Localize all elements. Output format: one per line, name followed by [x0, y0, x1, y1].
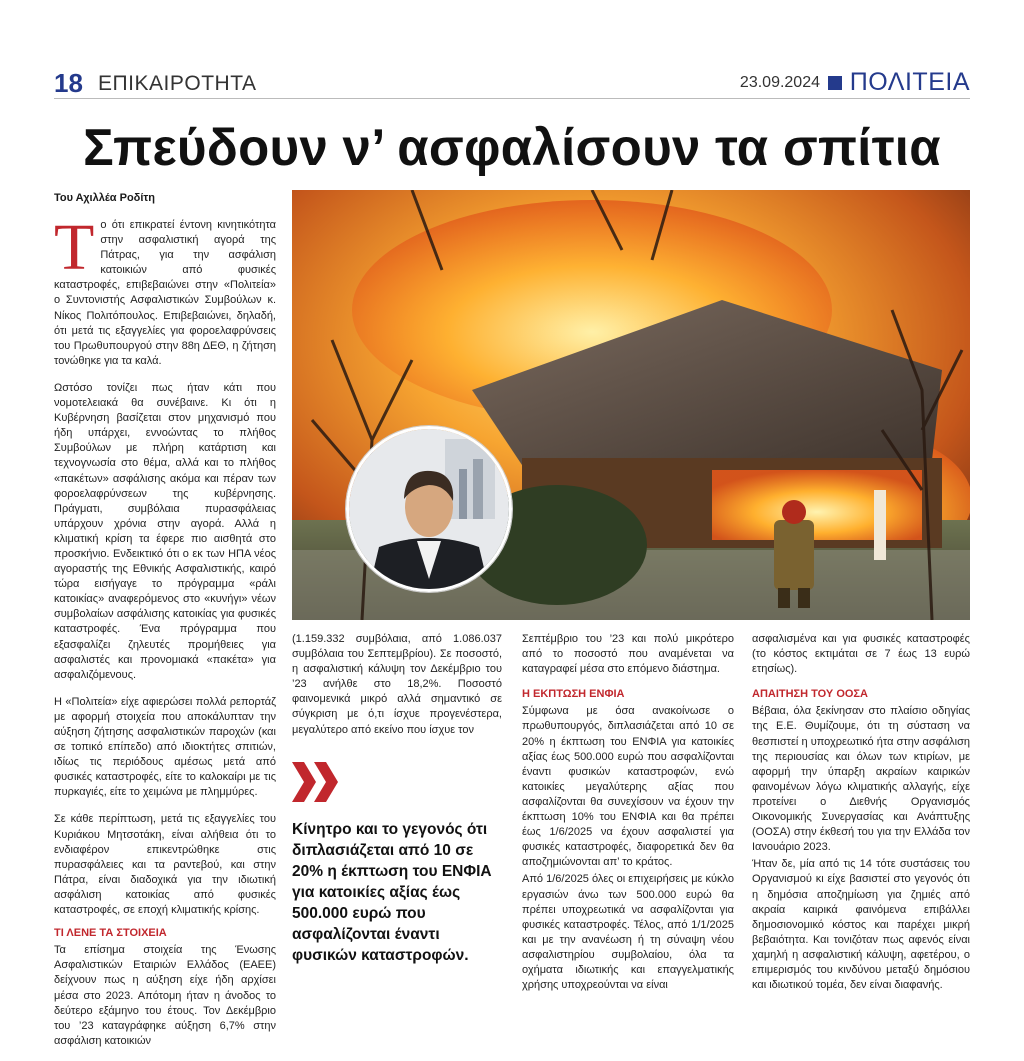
paragraph: (1.159.332 συμβόλαια, από 1.086.037 συμβόλαια του Σεπτεμβρίου). Σε ποσοστό, η ασφαλιστική κάλυψη τον Δεκέμβριο του ’23 ανήλθε στο 18,2%. Ποσοστό φαινομενικά μικρό αλλά σημαντικό σε σύγκριση με ό,τι ίσχυε προγενέστερα, μεγαλύτερο από εκείνο που ίσχυε τον [292, 633, 502, 736]
paragraph [54, 211, 276, 369]
subheading: Η ΕΚΠΤΩΣΗ ΕΝΦΙΑ [522, 688, 625, 701]
pull-quote-text: Κίνητρο και το γεγονός ότι διπλασιάζεται από 10 σε 20% η έκπτωση του ΕΝΦΙΑ για κατοικίες αξίας έως 500.000 ευρώ που ασφαλίζονται έναντι φυσικών καταστροφών. [292, 821, 492, 964]
page-header [54, 66, 970, 98]
double-chevron-icon [292, 762, 342, 802]
paragraph-text: ο ότι επικρατεί έντονη κινητικότητα στην ασφαλιστική αγορά της Πάτρας, για την ασφάλιση κατοικιών από φυσικές καταστροφές, επιβεβαιώνει στην «Πολιτεία» ο Συντονιστής Ασφαλιστικών Συμβούλων κ. Νίκος Πολιτόπουλος. Επιβεβαιώνει, δηλαδή, ότι μετά τις εξαγγελίες για φοροελαφρύνσεις του Πρωθυπουργού στην 88η ΔΕΘ, η ζήτηση τονώθηκε για τα καλά. [54, 219, 276, 367]
pull-quote [292, 762, 502, 966]
paragraph: ασφαλισμένα και για φυσικές καταστροφές (το κόστος εκτιμάται σε 7 έως 13 ευρώ ετησίως). [752, 633, 970, 676]
paragraph: Από 1/6/2025 όλες οι επιχειρήσεις με κύκλο εργασιών άνω των 500.000 ευρώ θα πρέπει υποχρεωτικά να ασφαλίζονται για φυσικές καταστροφές. Τέλος, από 1/1/2025 και με την ανανέωση ή τη σύναψη νέου ασφαλιστηρίου συμβολαίου, όλα τα οχήματα ιδιωτικής και επαγγελματικής χρήσης υποχρεούνται να είναι [522, 873, 734, 992]
column-1 [54, 211, 276, 1061]
column-3 [522, 632, 734, 1005]
brand-logo [828, 68, 970, 97]
byline: Του Αχιλλέα Ροδίτη [54, 192, 156, 204]
portrait-image [349, 429, 509, 589]
portrait-photo [346, 426, 512, 592]
paragraph: Βέβαια, όλα ξεκίνησαν στο πλαίσιο οδηγίας της Ε.Ε. Θυμίζουμε, ότι τη σύσταση να θεσπιστεί η υποχρεωτικό ήτα στην ασφάλιση της περιουσίας και όλων των κτιρίων, με αφορμή την ύπαρξη ακραίων καιρικών φαινομένων λόγω κλιματικής αλλαγής, είχε προτείνει ο Διεθνής Οργανισμός Οικονομικής Συνεργασίας και Ανάπτυξης (ΟΟΣΑ) στην έκθεσή του για την Ελλάδα τον Ιανουάριο 2023. [752, 705, 970, 854]
section-title: ΕΠΙΚΑΙΡΟΤΗΤΑ [98, 72, 257, 95]
paragraph: Σύμφωνα με όσα ανακοίνωσε ο πρωθυπουργός, διπλασιάζεται από 10 σε 20% η έκπτωση του ΕΝΦΙΑ για κατοικίες αξίας έως 500.000 ευρώ που ασφαλίζονται έναντι φυσικών καταστροφών, ενώ κατοικίες μεγαλύτερης αξίας που ασφαλίζονται θα συνεχίσουν να έχουν την έκπτωση 10% του ΕΝΦΙΑ και θα πρέπει έως 1/6/2025 να έχουν ασφαλιστεί για φυσικές καταστροφές, διαφορετικά δεν θα αποζημιώνονται απ’ το κράτος. [522, 705, 734, 869]
column-4 [752, 632, 970, 1005]
brand-square-icon [828, 76, 842, 90]
paragraph: Σε κάθε περίπτωση, μετά τις εξαγγελίες του Κυριάκου Μητσοτάκη, είναι αλήθεια ότι το ενδιαφέρον επικεντρώθηκε στις πυρασφάλειες και τα ραντεβού, και στην Πάτρα, είναι διαδοχικά για την ιδιωτική ασφάλιση κατοικίας από φυσικές καταστροφές, σε εποχή κλιματικής κρίσης. [54, 813, 276, 917]
issue-date: 23.09.2024 [739, 74, 820, 91]
page-number: 18 [54, 68, 83, 98]
brand-name: ΠΟΛΙΤΕΙΑ [849, 68, 970, 96]
subheading: ΑΠΑΙΤΗΣΗ ΤΟΥ ΟΟΣΑ [752, 688, 868, 701]
paragraph: Σεπτέμβριο του ’23 και πολύ μικρότερο από το ποσοστό που αναμένεται να καταγραφεί μέσα στο επόμενο διάστημα. [522, 633, 734, 676]
paragraph: Ήταν δε, μία από τις 14 τότε συστάσεις του Οργανισμού κι είχε βασιστεί στο γεγονός ότι η δημόσια αποζημίωση για ζημιές από ακραία καιρικά φαινόμενα επιβάλλει δημοσιονομικό κόστος και παρέχει μικρή βεβαιότητα. Και τονιζόταν πως αφενός είναι χαμηλή η ασφαλιστική κάλυψη, αφετέρου, ο επιμερισμός του κινδύνου μεταξύ δημόσιου και ιδιωτικού τομέα, δεν είναι διαφανής. [752, 858, 970, 992]
subheading: ΤΙ ΛΕΝΕ ΤΑ ΣΤΟΙΧΕΙΑ [54, 927, 167, 940]
paragraph: Τα επίσημα στοιχεία της Ένωσης Ασφαλιστικών Εταιριών Ελλάδος (ΕΑΕΕ) δείχνουν πως η αύξηση είχε ήδη αρχίσει μέσα στο 2023. Απότομη ήταν η άνοδος το δεύτερο εξάμηνο του έτους. Τον Δεκέμβριο του ’23 καταγράφηκε αύξηση 6,7% στην ασφάλιση κατοικιών [54, 944, 276, 1047]
paragraph: Ωστόσο τονίζει πως ήταν κάτι που νομοτελειακά θα συνέβαινε. Κι ότι η Κυβέρνηση βασίζεται στον μηχανισμό που ήδη υπάρχει, εννοώντας το πλήθος Συμβούλων με πλήρη κατάρτιση και τεχνογνωσία στο θέμα, αλλά και το πλήθος «πακέτων» ασφάλισης ακόμα και πέραν των φοροελαφρύνσεων της κυβέρνησης. Πράγματι, συμβόλαια πυρασφάλειας υπάρχουν χρόνια στην αγορά. Αλλά η κλιματική κρίση τα έφερε πιο αισθητά στο προσκήνιο. Ενδεικτικό ότι ο εκ των ΗΠΑ νέος αγοραστής της Εθνικής Ασφαλιστικής, καιρό τώρα εισήγαγε το πρόγραμμα «ράλι κατοικίας» αναφερόμενος στο «κυνήγι» νέων συμβολαίων ασφάλισης κατοικίας για φυσικές καταστροφές. Ένα πρόγραμμα που εξασφαλίζει ζηλευτές προμήθειες για ασφαλιστές και προνομιακά «πακέτα» για ασφαλιζόμενους. [54, 381, 276, 681]
column-2 [292, 632, 502, 750]
article-headline: Σπεύδουν ν’ ασφαλίσουν τα σπίτια [83, 119, 941, 177]
dropcap: Τ [54, 211, 95, 284]
header-divider [54, 98, 970, 99]
paragraph: Η «Πολιτεία» είχε αφιερώσει πολλά ρεπορτάζ με αφορμή στοιχεία που αποκάλυπταν την αύξηση ζήτησης ασφαλιστικών παροχών (και σε τοπικό επίπεδο) από ιδιοκτήτες σπιτιών, ιδίως τις περιόδους αμέσως μετά από φυσικές καταστροφές, είτε το καλοκαίρι με τις πυρκαγιές, είτε το χειμώνα με πλημμύρες. [54, 695, 276, 799]
